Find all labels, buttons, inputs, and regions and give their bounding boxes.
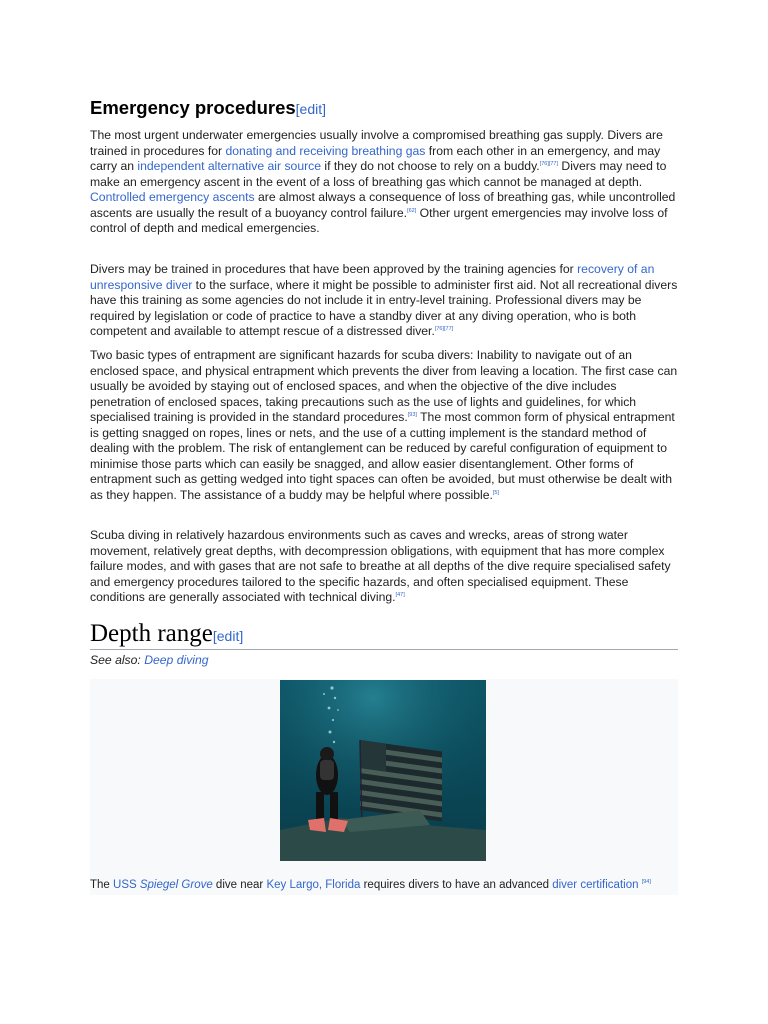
- link-key-largo[interactable]: Key Largo, Florida: [266, 879, 361, 891]
- citation-ref[interactable]: [94]: [641, 879, 651, 885]
- citation-ref[interactable]: [47]: [395, 592, 405, 598]
- citation-ref[interactable]: [93]: [407, 412, 417, 418]
- link-deep-diving[interactable]: Deep diving: [144, 653, 209, 667]
- citation-ref[interactable]: [76][77]: [434, 326, 454, 332]
- paragraph-2: Divers may be trained in procedures that have been approved by the training agencies for recovery of an unresponsive diver to the surface, where it might be possible to administer first aid. Not all recreational divers have this training as some agencies do not include it in entry-level training. Professional divers may be required by legislation or code of practice to have a standby diver at any diving operation, who is both competent and available to attempt rescue of a distressed diver.[76][77]: [90, 262, 678, 338]
- figure-thumbnail: [90, 679, 678, 895]
- link-controlled-emergency-ascents[interactable]: Controlled emergency ascents: [90, 190, 255, 204]
- citation-ref[interactable]: [5]: [492, 489, 500, 496]
- link-diver-certification[interactable]: diver certification: [552, 879, 639, 891]
- section-heading-depth-range: [90, 620, 678, 650]
- paragraph-3: Two basic types of entrapment are significant hazards for scuba divers: Inability to navigate out of an enclosed space, and physical entrapment which prevents the diver from leaving a location. The first case can usually be avoided by staying out of enclosed spaces, and when the objective of the dive includes penetration of enclosed spaces, taking precautions such as the use of lights and guidelines, for which specialised training is provided in the standard procedures.[93] The most common form of physical entrapment is getting snagged on ropes, lines or nets, and the use of a cutting implement is the standard method of dealing with the problem. The risk of entanglement can be reduced by careful configuration of equipment to minimise those parts which can easily be snagged, and allow easier disentanglement. Other forms of entrapment such as getting wedged into tight spaces can often be avoided, but must otherwise be dealt with as they happen. The assistance of a buddy may be helpful where possible.[5]: [90, 348, 678, 502]
- link-uss-spiegel-grove[interactable]: USS Spiegel Grove: [113, 879, 213, 891]
- paragraph-4: Scuba diving in relatively hazardous environments such as caves and wrecks, areas of strong water movement, relatively great depths, with decompression obligations, with equipment that has more complex failure modes, and with gases that are not safe to breathe at all depths of the dive require specialised safety and emergency procedures tailored to the specific hazards, and often specialised equipment. These conditions are generally associated with technical diving.[47]: [90, 528, 671, 604]
- figure-caption: The USS Spiegel Grove dive near Key Largo, Florida requires divers to have an advanced diver certification [94]: [90, 879, 651, 891]
- citation-ref[interactable]: [76][77]: [539, 161, 559, 167]
- see-also-hatnote: See also: Deep diving: [90, 653, 209, 667]
- section-heading-emergency-procedures: [90, 97, 326, 119]
- paragraph-1: The most urgent underwater emergencies usually involve a compromised breathing gas supply. Divers are trained in procedures for donating and receiving breathing gas from each other in an emergency, and may carry an independent alternative air source if they do not choose to rely on a buddy.[76][77] Divers may need to make an emergency ascent in the event of a loss of breathing gas which cannot be managed at depth. Controlled emergency ascents are almost always a consequence of loss of breathing gas, while uncontrolled ascents are usually the result of a buoyancy control failure.[62] Other urgent emergencies may involve loss of control of depth and medical emergencies.: [90, 128, 676, 235]
- citation-ref[interactable]: [62]: [407, 207, 417, 214]
- edit-link[interactable]: [edit]: [295, 101, 327, 117]
- edit-link[interactable]: [edit]: [212, 628, 244, 644]
- link-independent-air-source[interactable]: independent alternative air source: [137, 159, 322, 173]
- diver-wreck-photo[interactable]: [280, 680, 486, 861]
- link-donating-receiving-gas[interactable]: donating and receiving breathing gas: [225, 143, 426, 158]
- section-title: Emergency procedures: [90, 97, 296, 118]
- link-recovery-unresponsive-diver[interactable]: recovery of an unresponsive diver: [90, 262, 655, 292]
- section-title: Depth range: [90, 620, 213, 647]
- underwater-scene-illustration: [280, 680, 486, 861]
